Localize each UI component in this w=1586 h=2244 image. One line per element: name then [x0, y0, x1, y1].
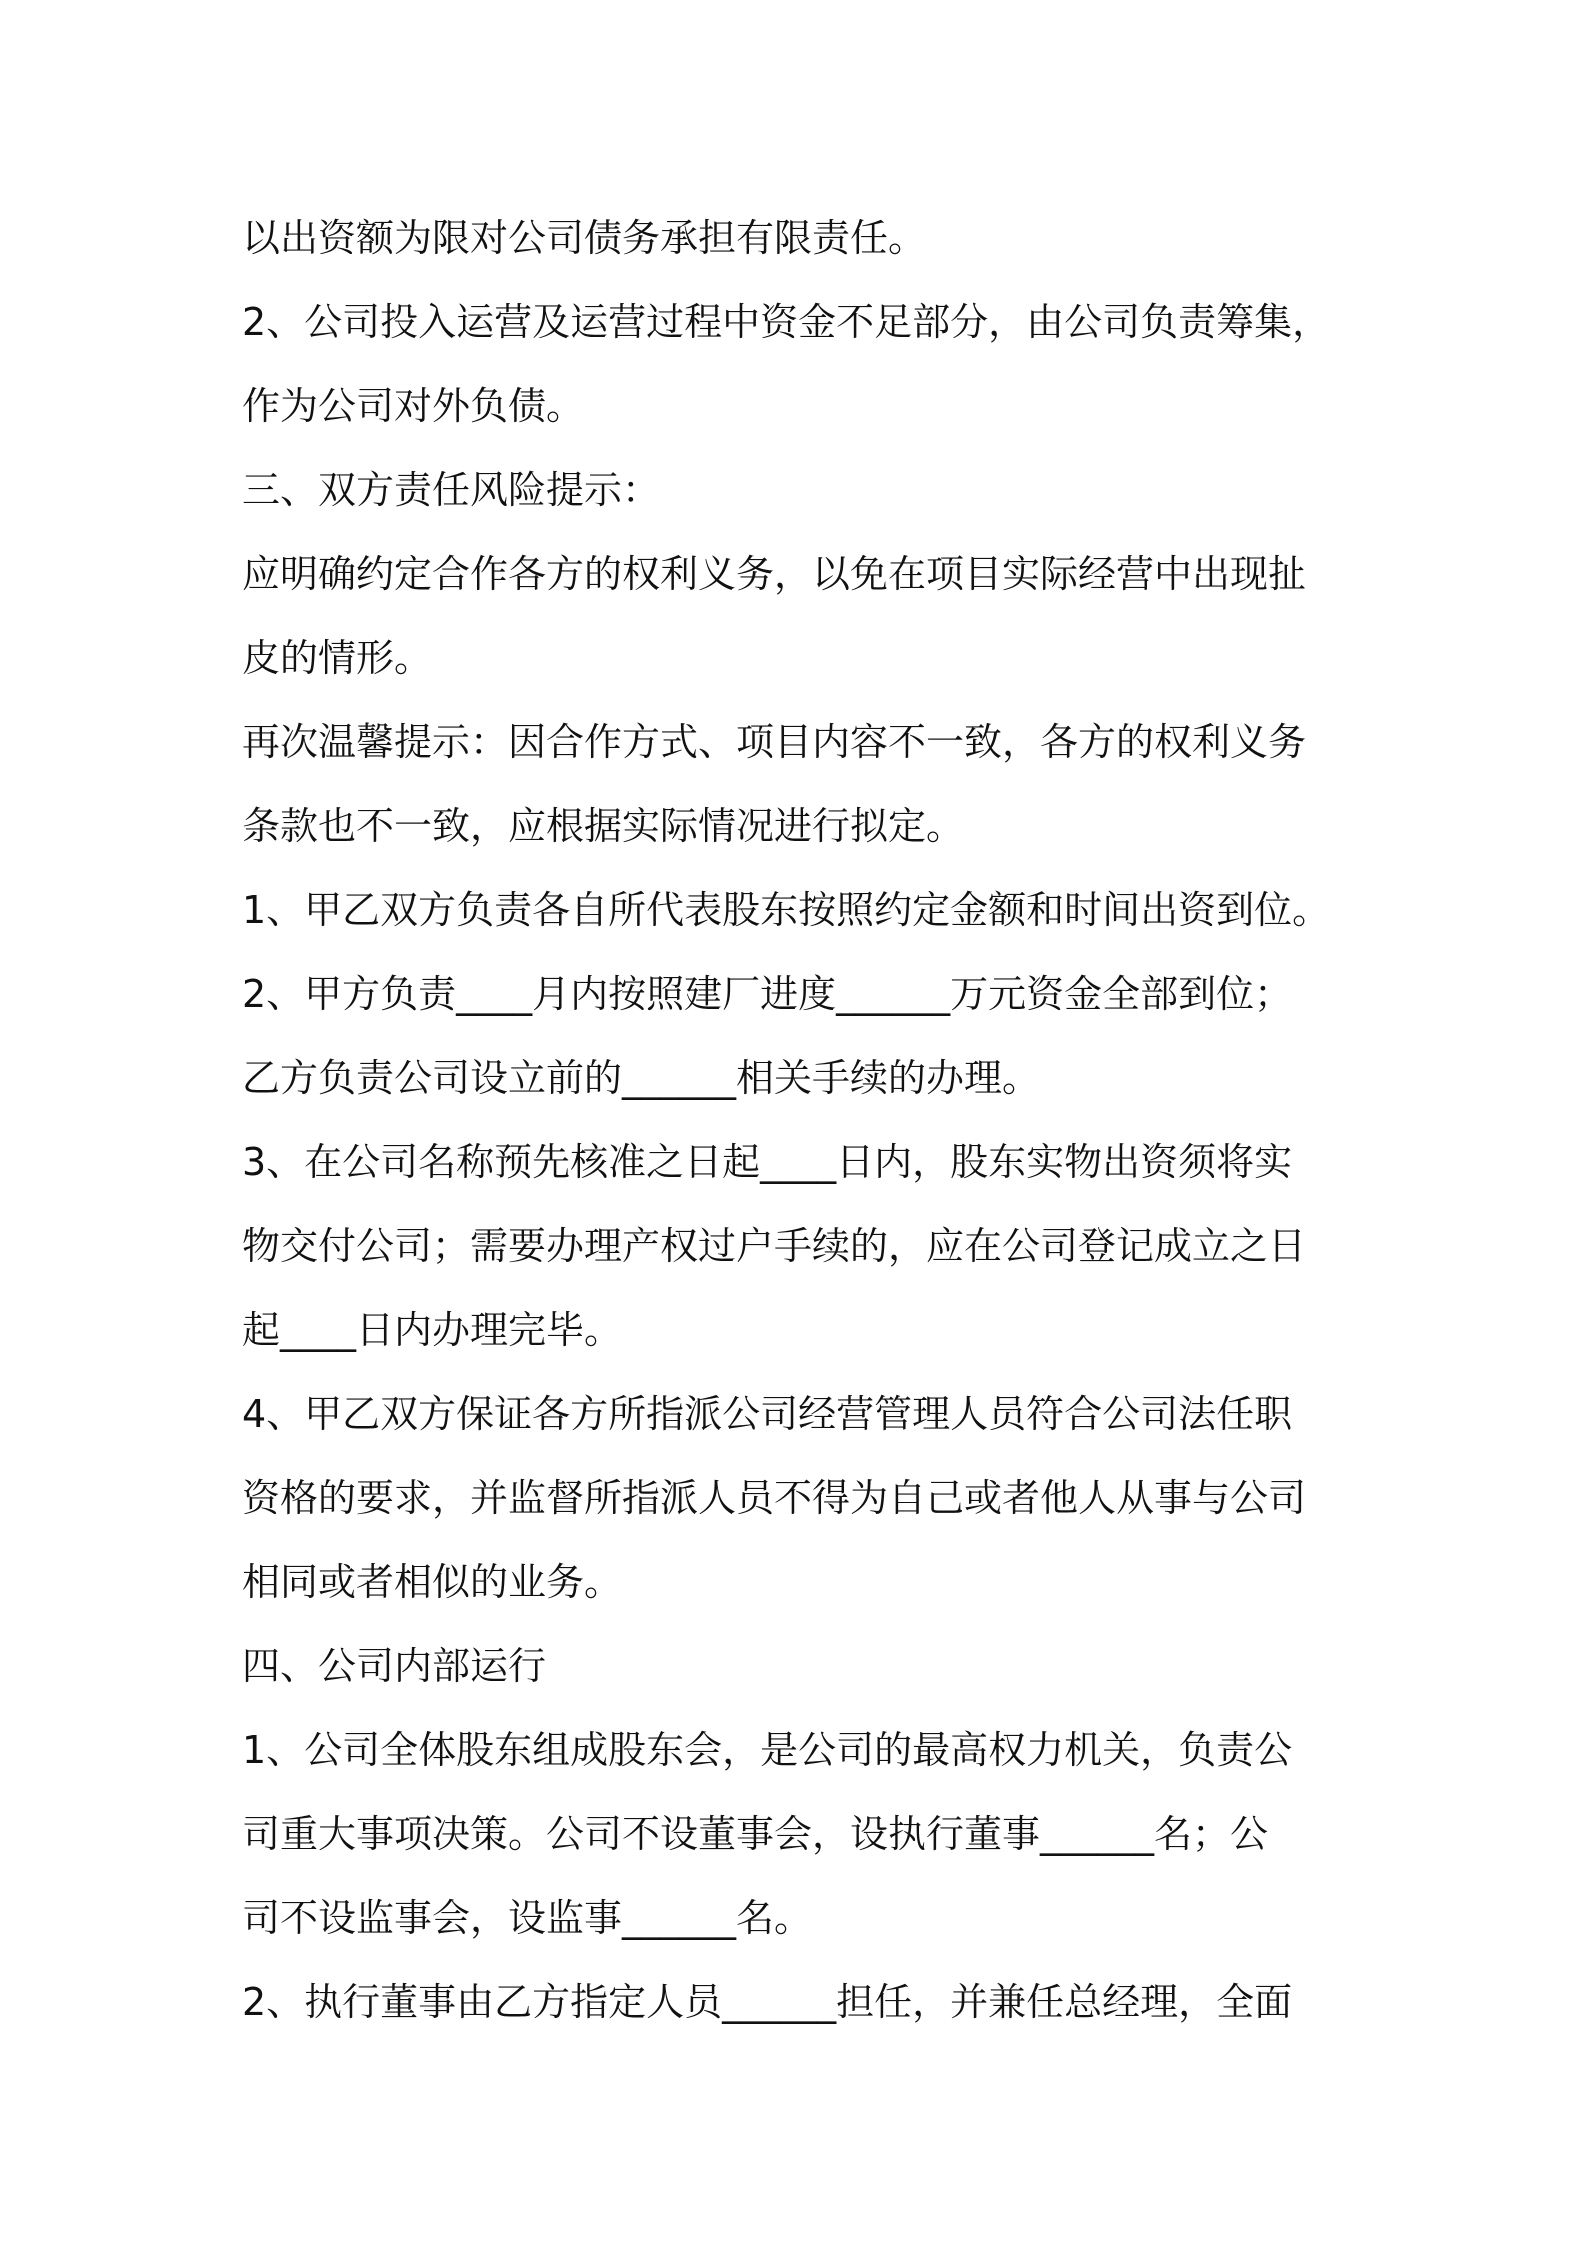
text-line: 皮的情形。 [242, 636, 433, 680]
text-line: 资格的要求，并监督所指派人员不得为自己或者他人从事与公司 [242, 1476, 1307, 1520]
text-line: 司不设监事会，设监事______名。 [242, 1896, 813, 1940]
text-line: 2、执行董事由乙方指定人员______担任，并兼任总经理，全面 [242, 1980, 1293, 2024]
section-heading: 四、公司内部运行 [242, 1644, 547, 1688]
text-line: 1、甲乙双方负责各自所代表股东按照约定金额和时间出资到位。 [242, 888, 1331, 932]
text-line: 3、在公司名称预先核准之日起____日内，股东实物出资须将实 [242, 1140, 1293, 1184]
text-line: 以出资额为限对公司债务承担有限责任。 [242, 216, 927, 260]
text-line: 条款也不一致，应根据实际情况进行拟定。 [242, 804, 965, 848]
text-line: 1、公司全体股东组成股东会，是公司的最高权力机关，负责公 [242, 1728, 1293, 1772]
text-line: 物交付公司；需要办理产权过户手续的，应在公司登记成立之日 [242, 1224, 1307, 1268]
text-line: 再次温馨提示：因合作方式、项目内容不一致，各方的权利义务 [242, 720, 1307, 764]
section-heading: 三、双方责任风险提示： [242, 468, 661, 512]
text-line: 4、甲乙双方保证各方所指派公司经营管理人员符合公司法任职 [242, 1392, 1293, 1436]
text-line: 相同或者相似的业务。 [242, 1560, 623, 1604]
text-line: 起____日内办理完毕。 [242, 1308, 623, 1352]
text-line: 司重大事项决策。公司不设董事会，设执行董事______名；公 [242, 1812, 1269, 1856]
text-line: 2、公司投入运营及运营过程中资金不足部分，由公司负责筹集， [242, 300, 1331, 344]
text-line: 乙方负责公司设立前的______相关手续的办理。 [242, 1056, 1041, 1100]
text-line: 应明确约定合作各方的权利义务，以免在项目实际经营中出现扯 [242, 552, 1307, 596]
document-body [242, 196, 1382, 2044]
text-line: 作为公司对外负债。 [242, 384, 585, 428]
text-line: 2、甲方负责____月内按照建厂进度______万元资金全部到位； [242, 972, 1293, 1016]
